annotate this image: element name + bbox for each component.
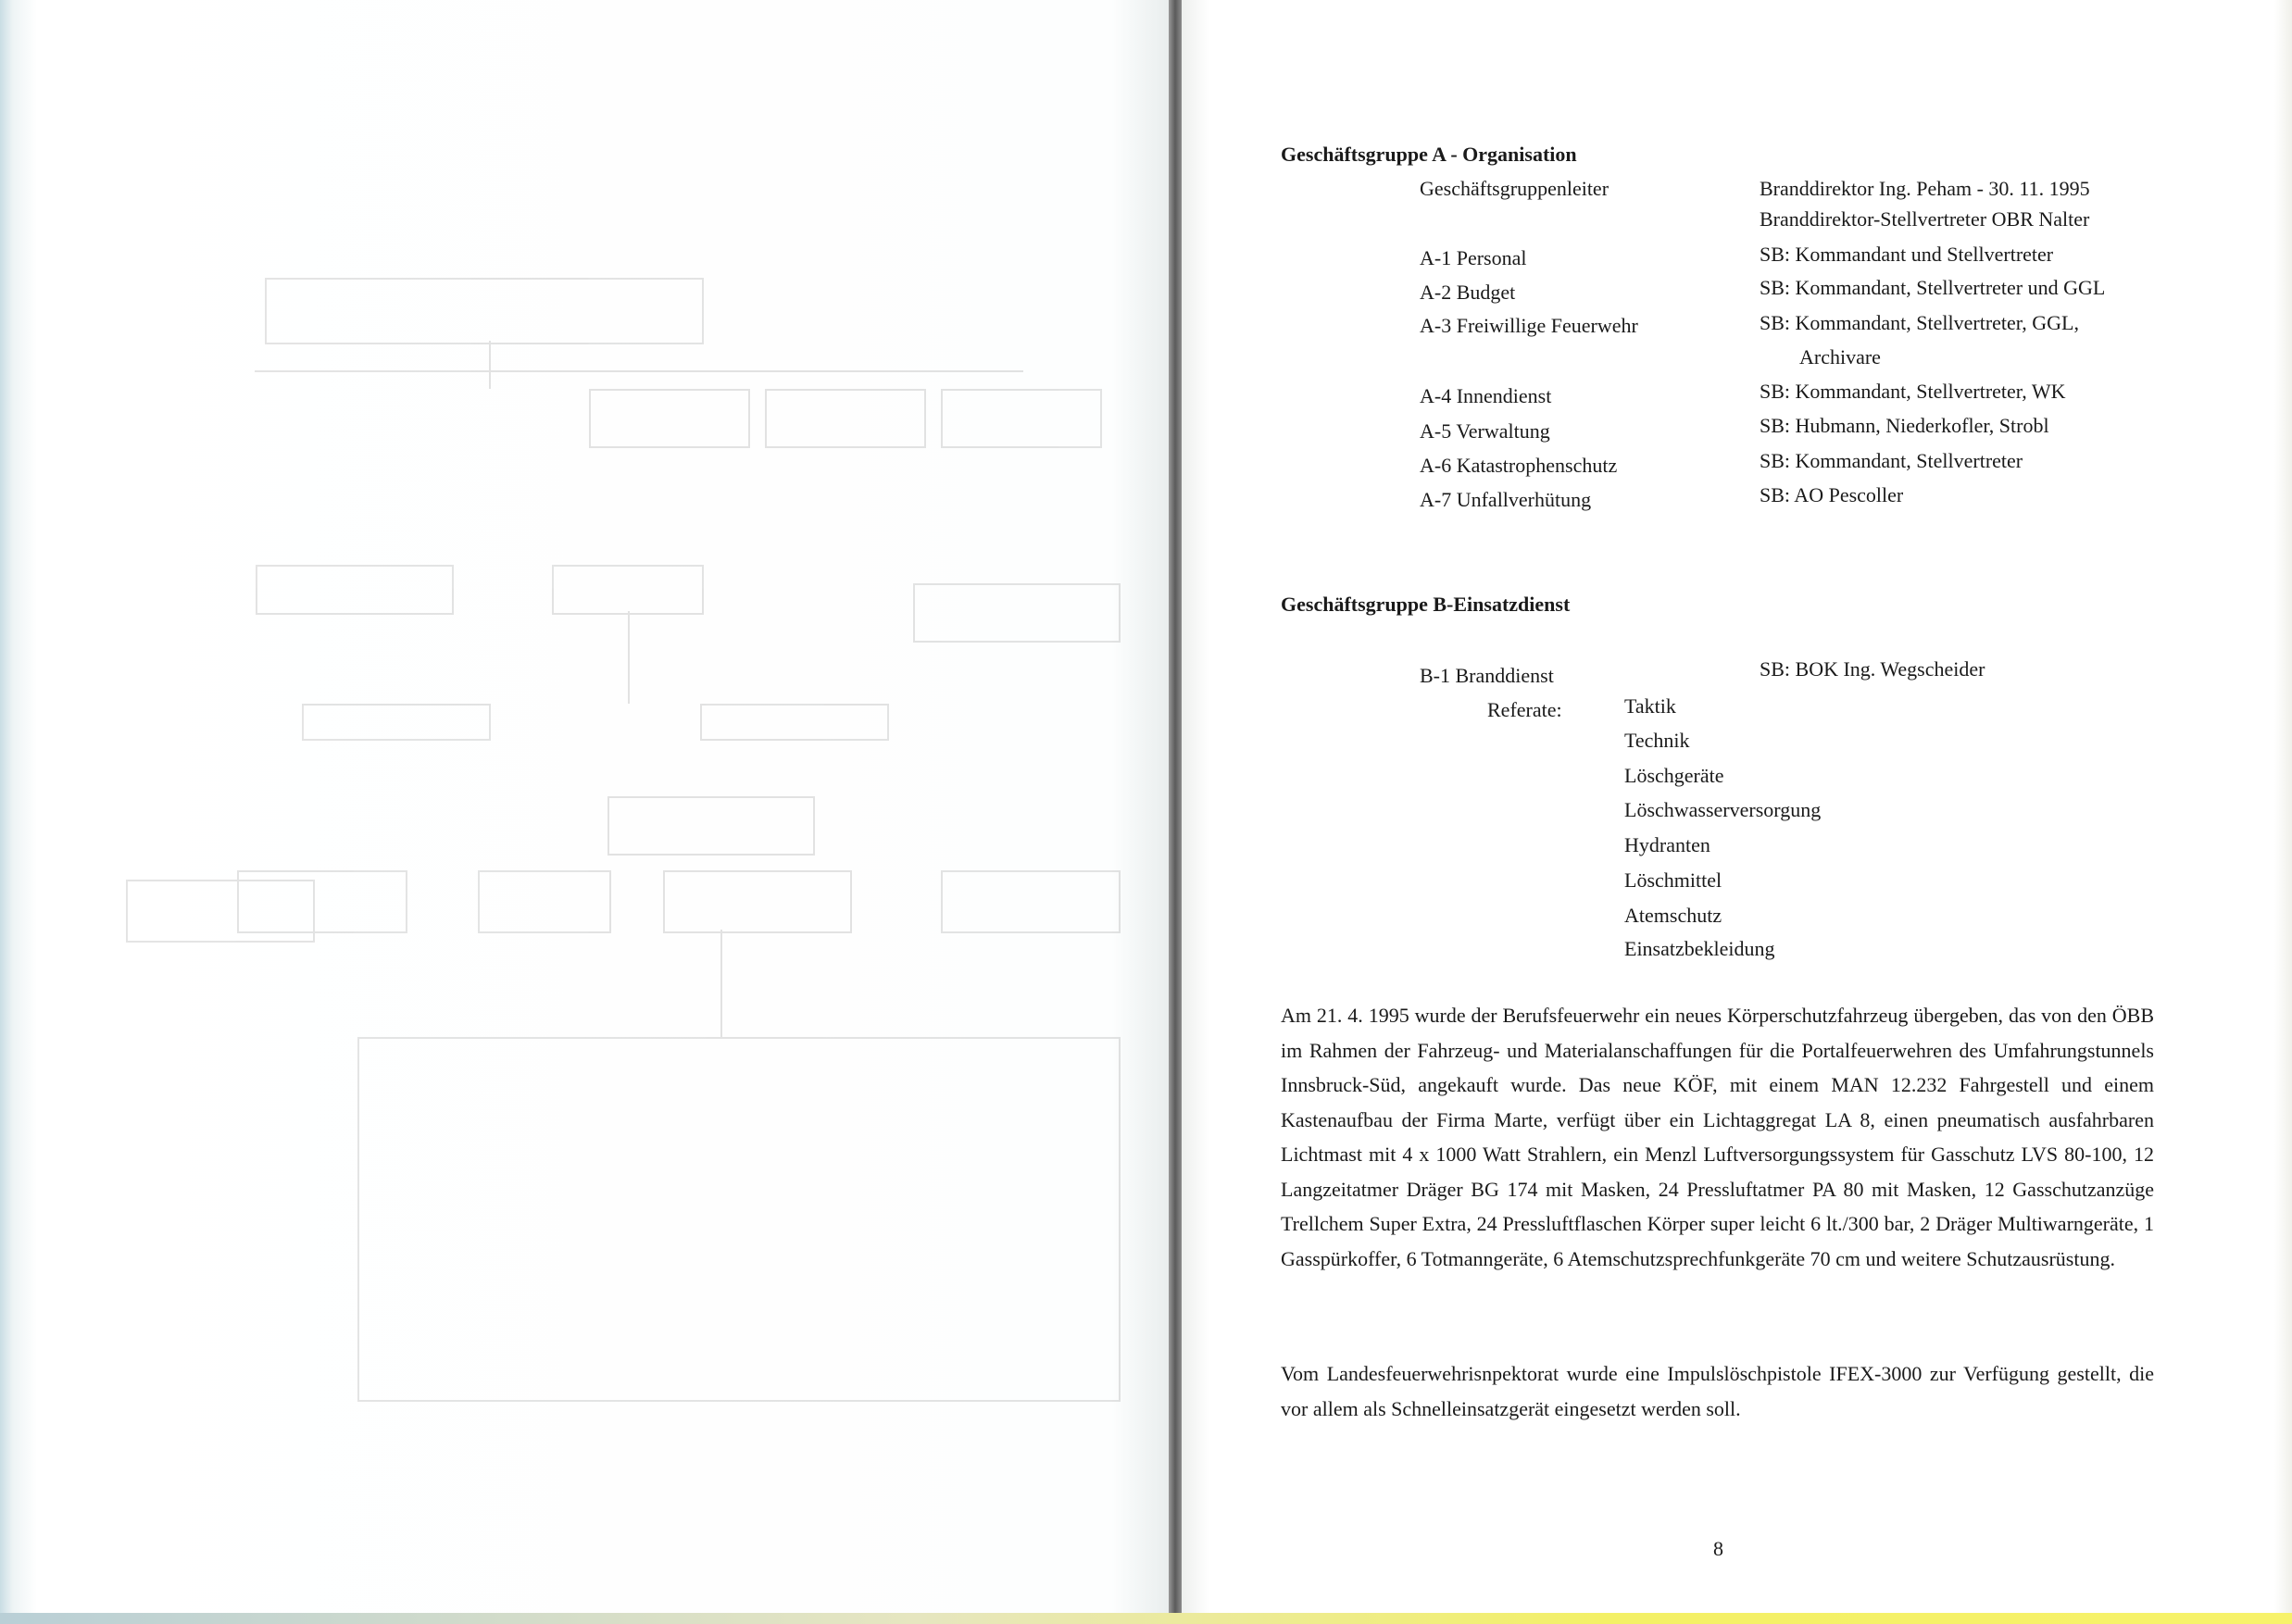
- group-a-row-value: SB: AO Pescoller: [1760, 483, 1904, 506]
- referat-item: Technik: [1624, 729, 1690, 752]
- ghost-box: [607, 796, 815, 856]
- referat-item: Löschwasserversorgung: [1624, 798, 1822, 821]
- group-a-row-label: A-5 Verwaltung: [1420, 419, 1550, 443]
- ghost-box: [941, 870, 1121, 933]
- group-a-row-label: A-6 Katastrophenschutz: [1420, 454, 1618, 477]
- page-number: 8: [1713, 1537, 1723, 1560]
- group-b-heading: Geschäftsgruppe B-Einsatzdienst: [1281, 593, 1571, 616]
- ghost-box: [357, 1037, 1121, 1402]
- group-a-leader-value: Branddirektor Ing. Peham - 30. 11. 1995: [1760, 177, 2090, 200]
- group-a-row-label: A-2 Budget: [1420, 281, 1516, 304]
- referat-item: Hydranten: [1624, 833, 1710, 856]
- referat-item: Einsatzbekleidung: [1624, 937, 1775, 960]
- ghost-box: [552, 565, 704, 615]
- group-a-row-value-cont: Archivare: [1799, 345, 1881, 369]
- ghost-box: [589, 389, 750, 448]
- referat-item: Atemschutz: [1624, 904, 1722, 927]
- bottom-edge-band: [0, 1613, 2292, 1624]
- group-a-row-label: A-7 Unfallverhütung: [1420, 488, 1592, 511]
- paragraph-vehicle: Am 21. 4. 1995 wurde der Berufsfeuerwehr ein neues Körperschutzfahrzeug übergeben, das von den ÖBB im Rahmen der Fahrzeug- und Materialanschaffungen für die Portalfeuerwehren des Umfahrungstunnels Innsbruck-Süd, angekauft wurde. Das neue KÖF, mit einem MAN 12.232 Fahrgestell und einem Kastenaufbau der Firma Marte, verfügt über ein Lichtaggregat LA 8, einen pneumatisch ausfahrbaren Lichtmast mit 4 x 1000 Watt Strahlern, ein Menzl Luftversorgungssystem für Gasschutz LVS 80-100, 12 Langzeitatmer Dräger BG 174 mit Masken, 24 Pressluftatmer PA 80 mit Masken, 12 Gasschutzanzüge Trellchem Super Extra, 24 Pressluftflaschen Körper super leicht 6 lt./300 bar, 2 Dräger Multiwarngeräte, 1 Gasspürkoffer, 6 Totmanngeräte, 6 Atemschutzsprechfunkgeräte 70 cm und weitere Schutzausrüstung.: [1281, 1004, 2154, 1270]
- ghost-box: [765, 389, 926, 448]
- group-a-leader-deputy: Branddirektor-Stellvertreter OBR Nalter: [1760, 207, 2090, 231]
- group-a-row-value: SB: Hubmann, Niederkofler, Strobl: [1760, 414, 2049, 437]
- paragraph-ifex: Vom Landesfeuerwehrisnpektorat wurde eine Impulslöschpistole IFEX-3000 zur Verfügung gestellt, die vor allem als Schnelleinsatzgerät eingesetzt werden soll.: [1281, 1362, 2154, 1420]
- referat-item: Taktik: [1624, 694, 1676, 718]
- ghost-box: [265, 278, 704, 344]
- referat-item: Löschmittel: [1624, 868, 1722, 892]
- group-a-row-value: SB: Kommandant, Stellvertreter und GGL: [1760, 276, 2106, 299]
- ghost-box: [941, 389, 1102, 448]
- ghost-box: [478, 870, 611, 933]
- group-a-leader-label: Geschäftsgruppenleiter: [1420, 177, 1609, 200]
- group-a-row-label: A-3 Freiwillige Feuerwehr: [1420, 314, 1638, 337]
- group-a-row-value: SB: Kommandant und Stellvertreter: [1760, 243, 2054, 266]
- group-a-row-label: A-4 Innendienst: [1420, 384, 1552, 407]
- ghost-box: [663, 870, 852, 933]
- ghost-box: [913, 583, 1121, 643]
- ghost-box: [256, 565, 454, 615]
- group-a-row-value: SB: Kommandant, Stellvertreter: [1760, 449, 2023, 472]
- group-b-b1-value: SB: BOK Ing. Wegscheider: [1760, 657, 1985, 681]
- ghost-line: [720, 930, 722, 1037]
- referat-item: Löschgeräte: [1624, 764, 1724, 787]
- referate-label: Referate:: [1487, 698, 1562, 721]
- ghost-box: [302, 704, 491, 741]
- ghost-box: [700, 704, 889, 741]
- ghost-line: [628, 611, 630, 704]
- ghost-box: [126, 880, 315, 943]
- show-through-org-chart: [111, 148, 1130, 1398]
- ghost-line: [255, 370, 1023, 372]
- group-a-row-value: SB: Kommandant, Stellvertreter, GGL,: [1760, 311, 2079, 334]
- group-a-heading: Geschäftsgruppe A - Organisation: [1281, 143, 1577, 166]
- group-a-row-label: A-1 Personal: [1420, 246, 1527, 269]
- group-a-row-value: SB: Kommandant, Stellvertreter, WK: [1760, 380, 2066, 403]
- group-b-b1-label: B-1 Branddienst: [1420, 664, 1554, 687]
- book-gutter: [1169, 0, 1182, 1624]
- ghost-line: [489, 341, 491, 389]
